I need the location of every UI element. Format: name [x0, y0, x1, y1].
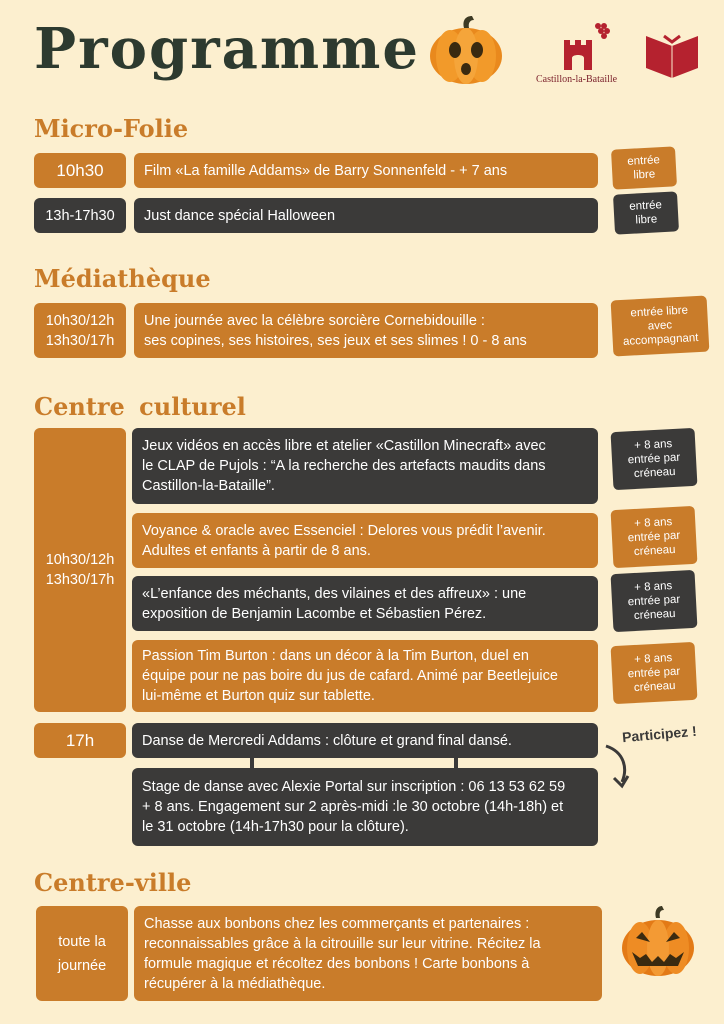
event-description: Just dance spécial Halloween — [134, 198, 598, 233]
event-description: Danse de Mercredi Addams : clôture et grand final dansé. — [132, 723, 598, 758]
section-title-centre-culturel: Centre culturel — [34, 392, 246, 421]
entry-badge: + 8 ans entrée par créneau — [611, 642, 698, 704]
section-title-mediatheque: Médiathèque — [34, 264, 211, 293]
event-description: Film «La famille Addams» de Barry Sonnenfeld - + 7 ans — [134, 153, 598, 188]
jack-o-lantern-icon — [620, 904, 696, 978]
event-description: «L’enfance des méchants, des vilaines et des affreux» : une exposition de Benjamin Lacombe et Sébastien Pérez. — [132, 576, 598, 631]
castle-logo-icon — [560, 20, 610, 72]
participate-note: Participez ! — [621, 722, 698, 746]
event-description: Une journée avec la célèbre sorcière Cornebidouille : ses copines, ses histoires, ses jeux et ses slimes ! 0 - 8 ans — [134, 303, 598, 358]
time-slot: 13h-17h30 — [34, 198, 126, 233]
event-description: Jeux vidéos en accès libre et atelier «Castillon Minecraft» avec le CLAP de Pujols : “A la recherche des artefacts maudits dans Castillon-la-Bataille”. — [132, 428, 598, 504]
book-logo-icon — [644, 30, 700, 80]
page-title: Programme — [34, 16, 421, 82]
event-description: Voyance & oracle avec Essenciel : Delores vous prédit l’avenir. Adultes et enfants à partir de 8 ans. — [132, 513, 598, 568]
entry-badge: entrée libre — [613, 191, 679, 234]
event-description: Passion Tim Burton : dans un décor à la Tim Burton, duel en équipe pour ne pas boire du jus de cafard. Animé par Beetlejuice lui-même et Burton quiz sur tablette. — [132, 640, 598, 712]
section-title-centre-ville: Centre-ville — [34, 868, 192, 897]
workshop-description: Stage de danse avec Alexie Portal sur inscription : 06 13 53 62 59 + 8 ans. Engagement sur 2 après-midi :le 30 octobre (14h-18h) et le 31 octobre (14h-17h30 pour la clôture). — [132, 768, 598, 846]
time-slot: 10h30/12h 13h30/17h — [34, 303, 126, 358]
time-slot: 10h30 — [34, 153, 126, 188]
entry-badge: entrée libre — [611, 146, 677, 189]
time-slot: 10h30/12h 13h30/17h — [34, 428, 126, 712]
entry-badge: + 8 ans entrée par créneau — [611, 506, 698, 568]
curved-arrow-icon — [600, 742, 634, 790]
entry-badge: + 8 ans entrée par créneau — [611, 428, 698, 490]
logo-text: Castillon-la-Bataille — [536, 74, 618, 85]
entry-badge: + 8 ans entrée par créneau — [611, 570, 698, 632]
pumpkin-icon — [428, 14, 504, 86]
section-title-microfolie: Micro-Folie — [34, 114, 189, 143]
time-slot: 17h — [34, 723, 126, 758]
event-description: Chasse aux bonbons chez les commerçants et partenaires : reconnaissables grâce à la citrouille sur leur vitrine. Récitez la formule magique et récoltez des bonbons ! Carte bonbons à récupérer à la médiathèque. — [134, 906, 602, 1001]
entry-badge: entrée libre avec accompagnant — [611, 296, 710, 357]
time-slot: toute la journée — [36, 906, 128, 1001]
